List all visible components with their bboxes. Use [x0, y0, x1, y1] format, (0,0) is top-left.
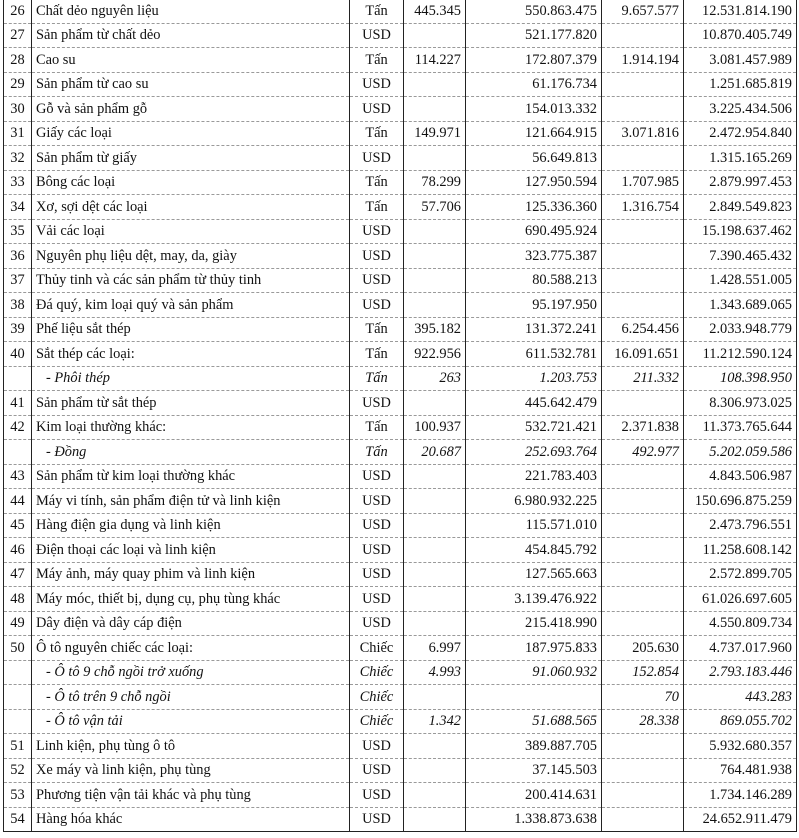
cumulative-value-cell: 2.572.899.705 [684, 562, 797, 587]
month-value-cell: 56.649.813 [466, 146, 602, 171]
unit-of-measure-cell: USD [350, 146, 404, 171]
item-name-cell: Phế liệu sắt thép [32, 317, 350, 342]
row-number-cell: 51 [4, 734, 32, 759]
month-value-cell: 611.532.781 [466, 342, 602, 367]
cumulative-value-cell: 1.251.685.819 [684, 72, 797, 97]
table-row [4, 587, 797, 612]
table-row [4, 48, 797, 73]
unit-of-measure-cell: Tấn [350, 317, 404, 342]
unit-of-measure-cell: USD [350, 513, 404, 538]
row-number-cell: 52 [4, 758, 32, 783]
table-subrow [4, 709, 797, 734]
table-row [4, 170, 797, 195]
row-number-cell [4, 366, 32, 391]
month-quantity-cell [404, 268, 466, 293]
item-name-cell: Dây điện và dây cáp điện [32, 611, 350, 636]
table-subrow [4, 685, 797, 710]
row-number-cell [4, 440, 32, 465]
table-row [4, 464, 797, 489]
month-value-cell: 252.693.764 [466, 440, 602, 465]
month-value-cell: 521.177.820 [466, 23, 602, 48]
unit-of-measure-cell: USD [350, 758, 404, 783]
month-quantity-cell: 78.299 [404, 170, 466, 195]
item-name-cell: Sản phẩm từ chất dẻo [32, 23, 350, 48]
row-number-cell: 34 [4, 195, 32, 220]
month-quantity-cell [404, 72, 466, 97]
month-value-cell: 61.176.734 [466, 72, 602, 97]
table-row [4, 611, 797, 636]
month-quantity-cell [404, 538, 466, 563]
row-number-cell: 27 [4, 23, 32, 48]
table-row [4, 97, 797, 122]
table-row [4, 293, 797, 318]
unit-of-measure-cell: Chiếc [350, 636, 404, 661]
month-quantity-cell [404, 685, 466, 710]
unit-of-measure-cell: USD [350, 734, 404, 759]
unit-of-measure-cell: USD [350, 391, 404, 416]
month-quantity-cell [404, 244, 466, 269]
unit-of-measure-cell: USD [350, 538, 404, 563]
cumulative-value-cell: 2.472.954.840 [684, 121, 797, 146]
month-quantity-cell [404, 783, 466, 808]
unit-of-measure-cell: Tấn [350, 342, 404, 367]
item-name-cell: Sản phẩm từ kim loại thường khác [32, 464, 350, 489]
item-name-cell: Nguyên phụ liệu dệt, may, da, giày [32, 244, 350, 269]
table-row [4, 342, 797, 367]
row-number-cell: 49 [4, 611, 32, 636]
month-quantity-cell [404, 562, 466, 587]
cumulative-quantity-cell [602, 538, 684, 563]
month-value-cell: 131.372.241 [466, 317, 602, 342]
month-quantity-cell: 445.345 [404, 0, 466, 23]
row-number-cell: 44 [4, 489, 32, 514]
table-row [4, 758, 797, 783]
table-row [4, 636, 797, 661]
month-value-cell: 550.863.475 [466, 0, 602, 23]
cumulative-value-cell: 443.283 [684, 685, 797, 710]
cumulative-quantity-cell [602, 97, 684, 122]
unit-of-measure-cell: USD [350, 562, 404, 587]
table-row [4, 489, 797, 514]
import-goods-table [3, 0, 797, 832]
table-row [4, 0, 797, 23]
table-row [4, 146, 797, 171]
item-name-cell: Phương tiện vận tải khác và phụ tùng [32, 783, 350, 808]
cumulative-quantity-cell [602, 219, 684, 244]
cumulative-quantity-cell [602, 23, 684, 48]
table-row [4, 513, 797, 538]
cumulative-quantity-cell [602, 489, 684, 514]
table-subrow [4, 440, 797, 465]
cumulative-value-cell: 108.398.950 [684, 366, 797, 391]
table-row [4, 783, 797, 808]
cumulative-quantity-cell: 28.338 [602, 709, 684, 734]
table-row [4, 268, 797, 293]
table-subrow [4, 366, 797, 391]
row-number-cell: 26 [4, 0, 32, 23]
row-number-cell: 35 [4, 219, 32, 244]
item-name-cell: Linh kiện, phụ tùng ô tô [32, 734, 350, 759]
cumulative-value-cell: 3.081.457.989 [684, 48, 797, 73]
month-value-cell: 454.845.792 [466, 538, 602, 563]
cumulative-value-cell: 4.737.017.960 [684, 636, 797, 661]
item-name-cell: Sắt thép các loại: [32, 342, 350, 367]
month-value-cell: 445.642.479 [466, 391, 602, 416]
month-value-cell: 187.975.833 [466, 636, 602, 661]
row-number-cell: 29 [4, 72, 32, 97]
item-name-cell: Ô tô nguyên chiếc các loại: [32, 636, 350, 661]
cumulative-value-cell: 869.055.702 [684, 709, 797, 734]
item-name-cell: - Phôi thép [32, 366, 350, 391]
cumulative-value-cell: 12.531.814.190 [684, 0, 797, 23]
row-number-cell: 47 [4, 562, 32, 587]
cumulative-value-cell: 764.481.938 [684, 758, 797, 783]
table-body [4, 0, 797, 832]
unit-of-measure-cell: USD [350, 783, 404, 808]
row-number-cell: 45 [4, 513, 32, 538]
cumulative-quantity-cell [602, 734, 684, 759]
cumulative-value-cell: 10.870.405.749 [684, 23, 797, 48]
item-name-cell: - Ô tô 9 chỗ ngồi trở xuống [32, 660, 350, 685]
month-quantity-cell: 114.227 [404, 48, 466, 73]
cumulative-quantity-cell: 205.630 [602, 636, 684, 661]
row-number-cell: 41 [4, 391, 32, 416]
month-value-cell: 91.060.932 [466, 660, 602, 685]
month-value-cell: 154.013.332 [466, 97, 602, 122]
table-row [4, 562, 797, 587]
cumulative-quantity-cell: 70 [602, 685, 684, 710]
item-name-cell: Sản phẩm từ cao su [32, 72, 350, 97]
month-quantity-cell [404, 97, 466, 122]
item-name-cell: Cao su [32, 48, 350, 73]
cumulative-value-cell: 11.212.590.124 [684, 342, 797, 367]
unit-of-measure-cell: Chiếc [350, 685, 404, 710]
month-value-cell: 3.139.476.922 [466, 587, 602, 612]
item-name-cell: Thủy tinh và các sản phẩm từ thủy tinh [32, 268, 350, 293]
unit-of-measure-cell: USD [350, 244, 404, 269]
table-subrow [4, 660, 797, 685]
item-name-cell: Vải các loại [32, 219, 350, 244]
cumulative-value-cell: 1.343.689.065 [684, 293, 797, 318]
table-row [4, 23, 797, 48]
cumulative-quantity-cell [602, 244, 684, 269]
row-number-cell: 53 [4, 783, 32, 808]
row-number-cell: 37 [4, 268, 32, 293]
cumulative-quantity-cell: 9.657.577 [602, 0, 684, 23]
row-number-cell: 43 [4, 464, 32, 489]
cumulative-value-cell: 24.652.911.479 [684, 807, 797, 832]
item-name-cell: - Ô tô trên 9 chỗ ngồi [32, 685, 350, 710]
item-name-cell: Gỗ và sản phẩm gỗ [32, 97, 350, 122]
item-name-cell: Kim loại thường khác: [32, 415, 350, 440]
unit-of-measure-cell: USD [350, 489, 404, 514]
month-quantity-cell [404, 758, 466, 783]
row-number-cell: 50 [4, 636, 32, 661]
cumulative-quantity-cell: 1.707.985 [602, 170, 684, 195]
row-number-cell: 31 [4, 121, 32, 146]
month-quantity-cell: 149.971 [404, 121, 466, 146]
month-quantity-cell [404, 464, 466, 489]
unit-of-measure-cell: USD [350, 807, 404, 832]
month-value-cell: 115.571.010 [466, 513, 602, 538]
item-name-cell: Sản phẩm từ sắt thép [32, 391, 350, 416]
cumulative-quantity-cell: 2.371.838 [602, 415, 684, 440]
row-number-cell: 40 [4, 342, 32, 367]
cumulative-value-cell: 4.550.809.734 [684, 611, 797, 636]
month-value-cell: 172.807.379 [466, 48, 602, 73]
month-value-cell: 37.145.503 [466, 758, 602, 783]
cumulative-quantity-cell [602, 807, 684, 832]
row-number-cell: 39 [4, 317, 32, 342]
cumulative-quantity-cell: 492.977 [602, 440, 684, 465]
month-quantity-cell [404, 293, 466, 318]
cumulative-value-cell: 4.843.506.987 [684, 464, 797, 489]
month-value-cell: 121.664.915 [466, 121, 602, 146]
month-value-cell: 323.775.387 [466, 244, 602, 269]
item-name-cell: Bông các loại [32, 170, 350, 195]
item-name-cell: Đá quý, kim loại quý và sản phẩm [32, 293, 350, 318]
row-number-cell: 48 [4, 587, 32, 612]
cumulative-value-cell: 5.202.059.586 [684, 440, 797, 465]
row-number-cell [4, 685, 32, 710]
item-name-cell: Điện thoại các loại và linh kiện [32, 538, 350, 563]
cumulative-value-cell: 5.932.680.357 [684, 734, 797, 759]
month-quantity-cell: 100.937 [404, 415, 466, 440]
cumulative-quantity-cell: 1.316.754 [602, 195, 684, 220]
unit-of-measure-cell: Tấn [350, 195, 404, 220]
row-number-cell: 38 [4, 293, 32, 318]
month-quantity-cell [404, 23, 466, 48]
cumulative-quantity-cell: 152.854 [602, 660, 684, 685]
cumulative-value-cell: 11.373.765.644 [684, 415, 797, 440]
table-row [4, 219, 797, 244]
cumulative-quantity-cell [602, 464, 684, 489]
cumulative-quantity-cell [602, 758, 684, 783]
month-quantity-cell: 395.182 [404, 317, 466, 342]
month-value-cell: 51.688.565 [466, 709, 602, 734]
month-value-cell: 1.203.753 [466, 366, 602, 391]
cumulative-quantity-cell [602, 783, 684, 808]
cumulative-value-cell: 2.793.183.446 [684, 660, 797, 685]
item-name-cell: Sản phẩm từ giấy [32, 146, 350, 171]
unit-of-measure-cell: Tấn [350, 415, 404, 440]
cumulative-value-cell: 3.225.434.506 [684, 97, 797, 122]
unit-of-measure-cell: USD [350, 587, 404, 612]
unit-of-measure-cell: Chiếc [350, 709, 404, 734]
cumulative-value-cell: 2.849.549.823 [684, 195, 797, 220]
month-value-cell: 125.336.360 [466, 195, 602, 220]
month-value-cell: 6.980.932.225 [466, 489, 602, 514]
month-quantity-cell: 922.956 [404, 342, 466, 367]
month-value-cell [466, 685, 602, 710]
item-name-cell: Giấy các loại [32, 121, 350, 146]
cumulative-quantity-cell [602, 611, 684, 636]
month-quantity-cell [404, 146, 466, 171]
item-name-cell: - Ô tô vận tải [32, 709, 350, 734]
row-number-cell [4, 660, 32, 685]
item-name-cell: Xe máy và linh kiện, phụ tùng [32, 758, 350, 783]
cumulative-value-cell: 8.306.973.025 [684, 391, 797, 416]
table-row [4, 807, 797, 832]
table-row [4, 734, 797, 759]
table-row [4, 244, 797, 269]
table-row [4, 317, 797, 342]
row-number-cell: 46 [4, 538, 32, 563]
item-name-cell: - Đồng [32, 440, 350, 465]
table-row [4, 195, 797, 220]
cumulative-quantity-cell: 3.071.816 [602, 121, 684, 146]
cumulative-value-cell: 2.033.948.779 [684, 317, 797, 342]
unit-of-measure-cell: Tấn [350, 0, 404, 23]
cumulative-quantity-cell [602, 146, 684, 171]
cumulative-value-cell: 150.696.875.259 [684, 489, 797, 514]
month-quantity-cell [404, 587, 466, 612]
cumulative-value-cell: 2.473.796.551 [684, 513, 797, 538]
month-value-cell: 95.197.950 [466, 293, 602, 318]
table-row [4, 391, 797, 416]
row-number-cell: 36 [4, 244, 32, 269]
unit-of-measure-cell: USD [350, 23, 404, 48]
month-quantity-cell [404, 513, 466, 538]
month-quantity-cell: 20.687 [404, 440, 466, 465]
table-row [4, 121, 797, 146]
month-value-cell: 389.887.705 [466, 734, 602, 759]
cumulative-quantity-cell [602, 391, 684, 416]
cumulative-value-cell: 1.428.551.005 [684, 268, 797, 293]
row-number-cell: 32 [4, 146, 32, 171]
item-name-cell: Máy vi tính, sản phẩm điện tử và linh kiện [32, 489, 350, 514]
month-quantity-cell: 57.706 [404, 195, 466, 220]
cumulative-quantity-cell [602, 513, 684, 538]
unit-of-measure-cell: USD [350, 72, 404, 97]
table-row [4, 72, 797, 97]
unit-of-measure-cell: Tấn [350, 121, 404, 146]
row-number-cell: 33 [4, 170, 32, 195]
item-name-cell: Máy móc, thiết bị, dụng cụ, phụ tùng khác [32, 587, 350, 612]
cumulative-quantity-cell [602, 562, 684, 587]
month-quantity-cell: 6.997 [404, 636, 466, 661]
month-quantity-cell [404, 734, 466, 759]
month-value-cell: 127.950.594 [466, 170, 602, 195]
month-value-cell: 690.495.924 [466, 219, 602, 244]
month-quantity-cell [404, 489, 466, 514]
table-row [4, 415, 797, 440]
unit-of-measure-cell: Tấn [350, 48, 404, 73]
month-quantity-cell [404, 611, 466, 636]
item-name-cell: Hàng điện gia dụng và linh kiện [32, 513, 350, 538]
cumulative-value-cell: 1.315.165.269 [684, 146, 797, 171]
unit-of-measure-cell: USD [350, 219, 404, 244]
month-quantity-cell [404, 807, 466, 832]
unit-of-measure-cell: USD [350, 611, 404, 636]
unit-of-measure-cell: Tấn [350, 440, 404, 465]
row-number-cell: 42 [4, 415, 32, 440]
month-value-cell: 221.783.403 [466, 464, 602, 489]
cumulative-quantity-cell [602, 587, 684, 612]
table-row [4, 538, 797, 563]
month-value-cell: 127.565.663 [466, 562, 602, 587]
cumulative-quantity-cell [602, 293, 684, 318]
row-number-cell: 54 [4, 807, 32, 832]
cumulative-value-cell: 11.258.608.142 [684, 538, 797, 563]
item-name-cell: Hàng hóa khác [32, 807, 350, 832]
cumulative-value-cell: 7.390.465.432 [684, 244, 797, 269]
unit-of-measure-cell: USD [350, 464, 404, 489]
month-quantity-cell: 1.342 [404, 709, 466, 734]
month-value-cell: 200.414.631 [466, 783, 602, 808]
row-number-cell: 30 [4, 97, 32, 122]
month-value-cell: 532.721.421 [466, 415, 602, 440]
cumulative-value-cell: 1.734.146.289 [684, 783, 797, 808]
cumulative-quantity-cell [602, 72, 684, 97]
unit-of-measure-cell: USD [350, 97, 404, 122]
item-name-cell: Xơ, sợi dệt các loại [32, 195, 350, 220]
cumulative-quantity-cell [602, 268, 684, 293]
month-quantity-cell: 4.993 [404, 660, 466, 685]
cumulative-value-cell: 15.198.637.462 [684, 219, 797, 244]
item-name-cell: Chất dẻo nguyên liệu [32, 0, 350, 23]
cumulative-value-cell: 61.026.697.605 [684, 587, 797, 612]
cumulative-quantity-cell: 16.091.651 [602, 342, 684, 367]
row-number-cell [4, 709, 32, 734]
item-name-cell: Máy ảnh, máy quay phim và linh kiện [32, 562, 350, 587]
month-value-cell: 215.418.990 [466, 611, 602, 636]
row-number-cell: 28 [4, 48, 32, 73]
unit-of-measure-cell: Chiếc [350, 660, 404, 685]
cumulative-quantity-cell: 1.914.194 [602, 48, 684, 73]
unit-of-measure-cell: Tấn [350, 366, 404, 391]
unit-of-measure-cell: USD [350, 268, 404, 293]
month-value-cell: 80.588.213 [466, 268, 602, 293]
month-value-cell: 1.338.873.638 [466, 807, 602, 832]
month-quantity-cell [404, 391, 466, 416]
cumulative-value-cell: 2.879.997.453 [684, 170, 797, 195]
unit-of-measure-cell: Tấn [350, 170, 404, 195]
unit-of-measure-cell: USD [350, 293, 404, 318]
month-quantity-cell [404, 219, 466, 244]
month-quantity-cell: 263 [404, 366, 466, 391]
cumulative-quantity-cell: 211.332 [602, 366, 684, 391]
cumulative-quantity-cell: 6.254.456 [602, 317, 684, 342]
